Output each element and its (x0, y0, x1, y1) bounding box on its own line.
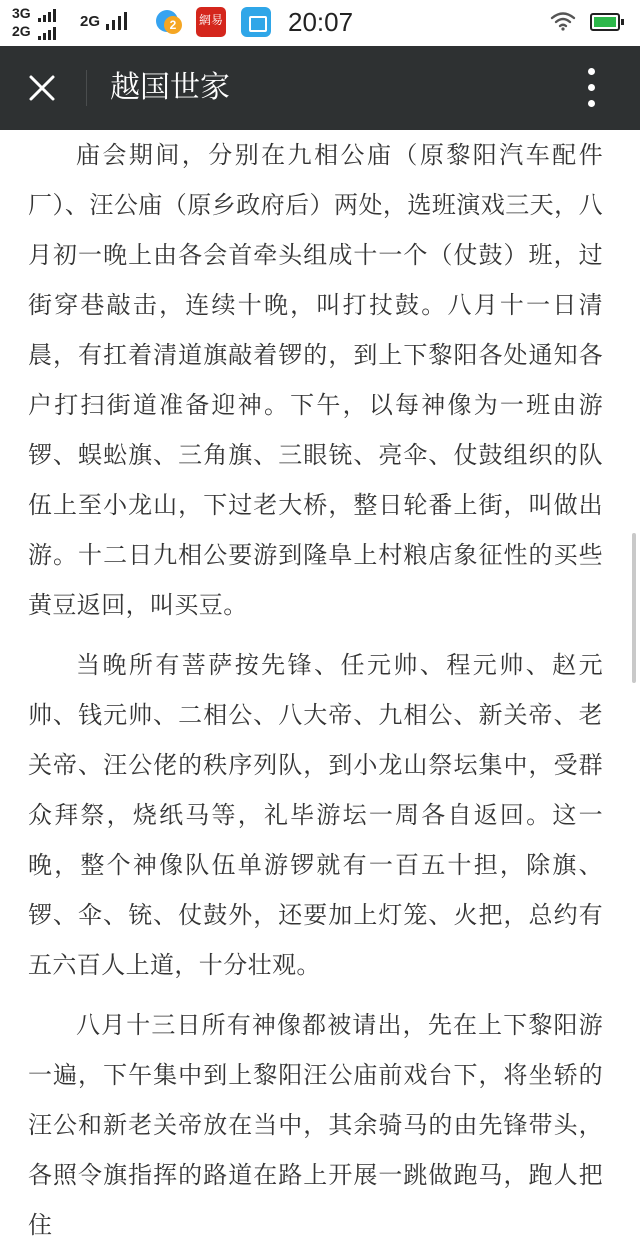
netease-news-icon (196, 7, 226, 37)
close-icon (28, 74, 56, 102)
article-paragraph: 八月十三日所有神像都被请出，先在上下黎阳游一遍，下午集中到上黎阳汪公庙前戏台下，将坐轿的汪公和新老关帝放在当中，其余骑马的由先锋带头，各照令旗指挥的路道在路上开展一跳做跑马，跑人把住 (28, 1011, 603, 1239)
qq-badge: 2 (164, 16, 182, 34)
qq-icon (156, 8, 184, 36)
signal-icon (80, 12, 127, 30)
status-time: 20:07 (288, 7, 354, 37)
news-app-label: 網易 (198, 13, 223, 27)
article-paragraph: 当晚所有菩萨按先锋、任元帅、程元帅、赵元帅、钱元帅、二相公、八大帝、九相公、新关帝、老关帝、汪公佬的秩序列队，到小龙山祭坛集中，受群众拜祭，烧纸马等，礼毕游坛一周各自返回。这一晚，整个神像队伍单游锣就有一百五十担，除旗、锣、伞、铳、仗鼓外，还要加上灯笼、火把，总约有五六百人上道，十分壮观。 (28, 651, 603, 979)
sim1b-network-label: 2G (12, 23, 31, 39)
vivo-store-icon (241, 7, 271, 37)
sim2-network-label: 2G (80, 13, 101, 30)
page-title: 越国世家 (110, 70, 230, 105)
title-divider (86, 70, 87, 106)
close-button[interactable] (14, 60, 70, 116)
more-button[interactable] (570, 62, 614, 114)
scrollbar[interactable] (632, 533, 636, 683)
title-bar (0, 46, 640, 130)
signal-icon (12, 4, 56, 40)
battery-icon (590, 13, 620, 31)
sim1-network-label: 3G (12, 5, 31, 21)
article-paragraph: 庙会期间，分别在九相公庙（原黎阳汽车配件厂）、汪公庙（原乡政府后）两处，选班演戏三天，八月初一晚上由各会首牵头组成十一个（仗鼓）班，过街穿巷敲击，连续十晚，叫打扙鼓。八月十一日清晨，有扛着清道旗敲着锣的，到上下黎阳各处通知各户打扫街道准备迎神。下午，以每神像为一班由游锣、蜈蚣旗、三角旗、三眼铳、亮伞、仗鼓组织的队伍上至小龙山，下过老大桥，整日轮番上街，叫做出游。十二日九相公要游到隆阜上村粮店象征性的买些黄豆返回，叫买豆。 (28, 141, 603, 619)
status-bar (0, 0, 640, 46)
article-body[interactable] (28, 130, 603, 1239)
wifi-icon (551, 11, 575, 31)
